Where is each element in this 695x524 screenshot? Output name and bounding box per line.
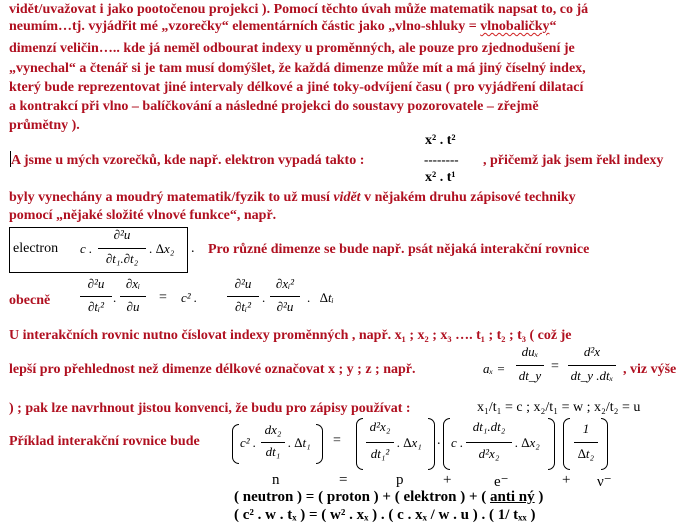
priklad-g3-den: d²x₂ (478, 446, 500, 461)
paragraph2-line2-b: vidět (333, 190, 361, 205)
paragraph1-line5: který bude reprezentovat jiné intervaly délkové a jiné toky-odvíjení času ( pro vyjádření dilatací (9, 80, 584, 95)
priklad-g3-c: c . (451, 435, 464, 450)
paragraph3-f2-num: d²x (583, 344, 601, 359)
paragraph2-line1b: , přičemž jak jsem řekl indexy (483, 153, 664, 168)
priklad-g2-lparen (356, 418, 363, 470)
paragraph3-line3b: x₁/t₁ = c ; x₂/t₁ = w ; x₂/t₂ = u (477, 400, 641, 415)
table-row2 (234, 489, 543, 506)
electron-den: ∂t₁.∂t₂ (105, 251, 139, 266)
obecne-f3-num: ∂²u (234, 276, 252, 291)
table-row1-eq: = (339, 472, 348, 488)
obecne-dot2: . (262, 290, 266, 305)
table-row1-n: n (272, 472, 280, 488)
paragraph3-f1-den: dt_y (518, 368, 542, 383)
priklad-g4-lparen (563, 418, 570, 470)
priklad-g1-num: dx₂ (264, 422, 282, 437)
paragraph3-ax: aₓ = (483, 361, 506, 376)
priklad-g1-den: dt₁ (265, 444, 281, 459)
paragraph3-f1-bar (516, 365, 544, 366)
paragraph3-f1-num: duₓ (521, 344, 539, 359)
paragraph3-f2-den: dt_y .dtₓ (570, 368, 614, 383)
electron-end: . (191, 241, 195, 256)
priklad-g4-num: 1 (582, 421, 590, 436)
priklad-g1-bar (261, 442, 285, 443)
priklad-dot: . (437, 433, 441, 448)
electron-dot: . (149, 241, 153, 256)
obecne-f2-num: ∂xᵢ (125, 276, 141, 291)
paragraph1-line3: dimenzí veličin….. kde já neměl odbourat indexy u proměnných, ale pouze pro zjednodušení je (9, 41, 575, 56)
paragraph1-line6: a kontrakcí při vlno – balíčkování a následné projekci do soustavy pozorovatele – zřejmě (9, 99, 539, 114)
obecne-f4-num: ∂xᵢ² (275, 276, 295, 291)
table-row1-p: p (396, 472, 404, 488)
table-row1-e: e⁻ (494, 474, 509, 490)
electron-c: c . (80, 241, 93, 256)
priklad-g2-delta: . ∆x₁ (397, 435, 422, 450)
obecne-dot3: . (307, 290, 311, 305)
obecne-dot1: . (113, 290, 117, 305)
electron-fraction-bar (98, 248, 146, 249)
paragraph3-line3a: ) ; pak lze navrhnout jistou konvenci, že budu pro zápisy používat : (9, 401, 411, 416)
paragraph1-line7: průmětny ). (9, 118, 80, 133)
paragraph2-line2 (9, 189, 576, 206)
priklad-g1-c2: c² . (240, 435, 257, 450)
obecne-f3-bar (227, 296, 259, 297)
table-row3: ( c² . w . tₓ ) = ( w² . xₓ ) . ( c . xₓ / w . u ) . ( 1/ tₓₓ ) (234, 507, 536, 523)
electron-delta: ∆x₂ (156, 241, 175, 256)
priklad-g3-lparen (443, 418, 450, 470)
paragraph2-line3: pomocí „nějaké složité vlnové funkce“, např. (9, 208, 277, 223)
paragraph1-line2-c: “ (549, 19, 557, 34)
paragraph1-line2-a: neumím…tj. vyjádřit mé „vzorečky“ elementárních částic jako „vlno-shluky = (9, 19, 481, 34)
priklad-g2-rparen (428, 418, 435, 470)
electron-num: ∂²u (113, 227, 131, 242)
paragraph2-frac-num: x² . t² (425, 133, 456, 148)
priklad-g2-num: d²x₂ (369, 419, 391, 434)
obecne-f2-den: ∂u (126, 299, 140, 314)
obecne-delta: ∆tᵢ (320, 290, 334, 305)
paragraph1-line4: „vynechal“ a čtenář si je tam musí domýšlet, že každá dimenze může mít a má jiný číselný index, (9, 61, 586, 76)
paragraph3-line2b: , viz výše (623, 362, 677, 377)
paragraph2-frac-dashes: -------- (424, 152, 459, 167)
priklad-g2-den: dt₁² (370, 446, 390, 461)
priklad-g4-den: ∆t₂ (577, 446, 595, 461)
paragraph1-line1: vidět/uvažovat i jako pootočenou projekci ). Pomocí těchto úvah může matematik napsat to, co já (9, 2, 589, 17)
priklad-g3-bar (466, 442, 512, 443)
obecne-c2: c² . (181, 290, 198, 305)
paragraph3-line2a: lepší pro přehlednost než dimenze délkové označovat x ; y ; z ; např. (9, 362, 416, 377)
priklad-g1-lparen (232, 424, 239, 464)
table-row1-plus2: + (562, 472, 571, 488)
obecne-eq: = (159, 290, 167, 305)
table-row2-a: ( neutron ) = ( proton ) + ( elektron ) + ( (234, 489, 487, 505)
text-after-box: Pro různé dimenze se bude např. psát nějaká interakční rovnice (208, 242, 590, 257)
table-row2-b: anti ný (490, 489, 535, 505)
paragraph3-line1: U interakčních rovnic nutno číslovat indexy proměnných , např. x₁ ; x₂ ; x₃ …. t₁ ; t₂ ; t₃ ( což je (9, 328, 572, 343)
table-row1-plus1: + (443, 472, 452, 488)
priklad-label: Příklad interakční rovnice bude (9, 434, 200, 449)
obecne-f1-bar (80, 296, 112, 297)
obecne-f4-den: ∂²u (276, 299, 294, 314)
paragraph3-eq: = (551, 359, 559, 374)
obecne-f2-bar (120, 296, 146, 297)
spellcheck-word: vlnobaličky (480, 19, 550, 34)
obecne-label: obecně (9, 293, 51, 308)
table-row1-nu: ν⁻ (597, 474, 612, 490)
priklad-g1-rparen (316, 424, 323, 464)
paragraph1-line2 (9, 18, 556, 35)
electron-label: electron (13, 241, 59, 256)
obecne-f1-num: ∂²u (87, 276, 105, 291)
priklad-g4-bar (574, 442, 598, 443)
paragraph2-line2-c: v nějakém druhu zápisové techniky (360, 190, 576, 205)
obecne-f3-den: ∂tᵢ² (235, 299, 251, 314)
priklad-g2-bar (366, 442, 394, 443)
paragraph2-line1a: A jsme u mých vzorečků, kde např. elektron vypadá takto : (11, 153, 365, 168)
paragraph2-line2-a: byly vynechány a moudrý matematik/fyzik to už musí (9, 190, 334, 205)
priklad-g3-delta: . ∆x₂ (515, 435, 540, 450)
priklad-g4-rparen (601, 418, 608, 470)
table-row2-c: ) (538, 489, 544, 505)
priklad-g3-num: dt₁.dt₂ (472, 419, 506, 434)
priklad-eq1: = (333, 433, 341, 448)
obecne-f4-bar (270, 296, 300, 297)
priklad-g1-delta: . ∆t₁ (288, 435, 311, 450)
obecne-f1-den: ∂tᵢ² (88, 299, 104, 314)
priklad-g3-rparen (548, 418, 555, 470)
paragraph3-f2-bar (568, 365, 616, 366)
paragraph2-frac-den: x² . t¹ (425, 170, 456, 185)
